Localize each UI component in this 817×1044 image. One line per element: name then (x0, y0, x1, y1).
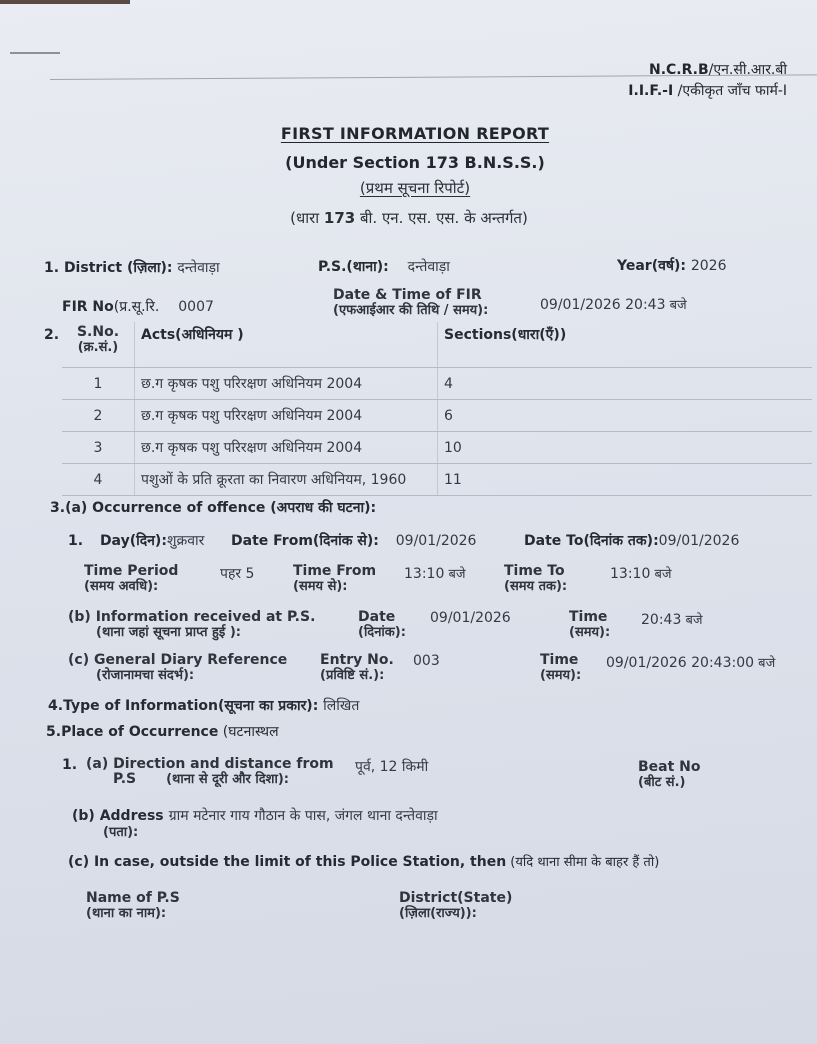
sections-label-hindi: (धारा(एँ)) (511, 327, 567, 343)
time-to-value (610, 564, 672, 582)
time-from-label (293, 564, 376, 594)
ps-name-label (86, 891, 180, 921)
outside-limit-label: (c) In case, outside the limit of this Police Station, then (68, 854, 507, 870)
info-received-label-en: (b) Information received at P.S. (68, 609, 316, 625)
row-sno: 4 (62, 464, 135, 496)
time-unit: बजे (650, 567, 672, 582)
time-to-label-hindi: (समय तक): (504, 579, 568, 594)
entry-no-value: 003 (413, 653, 440, 669)
time-period-value: पहर 5 (220, 566, 255, 582)
fir-datetime: 09/01/2026 20:43 (540, 297, 666, 313)
occurrence-heading (50, 498, 376, 517)
time-from: 13:10 (404, 566, 445, 582)
document-title-hindi: (प्रथम सूचना रिपोर्ट) (359, 179, 471, 197)
iif-header (628, 81, 787, 100)
section-prefix: (धारा (290, 209, 324, 227)
section-2-number: 2. (44, 327, 60, 343)
section-suffix: बी. एन. एस. एस. के अन्तर्गत) (355, 209, 528, 227)
sno-label: S.No. (76, 324, 120, 340)
address-label: (b) Address (72, 808, 164, 824)
date-from-field (231, 531, 476, 550)
occurrence-label-hindi: (अपराध की घटना): (265, 500, 377, 516)
time-unit: बजे (754, 656, 776, 671)
gd-reference-label-en: (c) General Diary Reference (68, 652, 288, 668)
direction-label-hindi: (थाना से दूरी और दिशा): (166, 772, 290, 787)
row-act: छ.ग कृषक पशु परिरक्षण अधिनियम 2004 (135, 368, 438, 400)
beat-no-label-en: Beat No (638, 759, 701, 775)
district-state-label-en: District(State) (399, 890, 513, 906)
time-from-label-hindi: (समय से): (293, 579, 348, 594)
type-value: लिखित (323, 698, 360, 714)
date-from-value: 09/01/2026 (395, 533, 477, 549)
info-time-value (641, 610, 703, 628)
direction-label-line2 (86, 772, 334, 787)
info-time-label-hindi: (समय): (569, 625, 611, 640)
time-to: 13:10 (610, 566, 651, 582)
ps-value: दन्तेवाड़ा (407, 259, 450, 275)
header-sno (62, 322, 135, 368)
row-act: पशुओं के प्रति क्रूरता का निवारण अधिनियम, 1960 (135, 464, 438, 496)
ncrb-hindi: /एन.सी.आर.बी (708, 62, 787, 78)
section-number: 173 (323, 209, 356, 227)
section-number: 3. (50, 500, 66, 516)
place-label: Place of Occurrence (61, 724, 219, 740)
fir-no-value: 0007 (178, 299, 214, 315)
occurrence-label: (a) Occurrence of offence (65, 500, 266, 516)
outside-limit-heading (68, 852, 659, 870)
ps-field (318, 257, 450, 276)
gd-time-value (606, 653, 775, 671)
place-label-hindi: (घटनास्थल (218, 724, 279, 740)
fir-datetime-label-en: Date & Time of FIR (333, 287, 482, 303)
ncrb-header (649, 60, 787, 79)
time-unit: बजे (665, 298, 687, 313)
time-to-label (504, 564, 567, 594)
beat-no-label-hindi: (बीट सं.) (638, 775, 686, 790)
ps-label: P.S. (318, 259, 347, 275)
row-act: छ.ग कृषक पशु परिरक्षण अधिनियम 2004 (135, 400, 438, 432)
gd-reference-label (68, 653, 287, 683)
row-section: 4 (438, 368, 813, 400)
district-value: दन्तेवाड़ा (177, 260, 220, 276)
gd-time-label (540, 653, 581, 683)
day-value: शुक्रवार (166, 533, 205, 549)
section-number: 4. (48, 698, 64, 714)
row-section: 6 (438, 400, 813, 432)
acts-label-hindi: (अधिनियम ) (175, 327, 244, 343)
document-section-hindi (0, 208, 817, 228)
row-section: 10 (438, 432, 813, 464)
table-row (62, 400, 812, 432)
day-field (68, 531, 204, 550)
time-period-label (84, 564, 178, 594)
gd-time-label-en: Time (540, 652, 579, 668)
fir-datetime-value (540, 295, 687, 313)
info-date-label-en: Date (358, 609, 396, 625)
type-label-hindi: (सूचना का प्रकार): (217, 698, 319, 714)
info-date-value: 09/01/2026 (430, 610, 511, 626)
outside-limit-label-hindi: (यदि थाना सीमा के बाहर हैं तो) (506, 855, 660, 870)
beat-no-label (638, 760, 701, 790)
item-number: 1. (68, 533, 84, 549)
table-row (62, 464, 812, 496)
district-label: District (63, 260, 123, 276)
direction-label-en: (a) Direction and distance from (86, 756, 334, 772)
section-number: 1. (44, 260, 60, 276)
entry-no-label (320, 653, 394, 683)
document-title: FIRST INFORMATION REPORT (280, 124, 550, 143)
pen-mark (10, 52, 60, 54)
sno-label-hindi: (क्र.सं.) (77, 340, 119, 355)
info-date-label (358, 610, 406, 640)
acts-table-header (62, 322, 812, 368)
row-act: छ.ग कृषक पशु परिरक्षण अधिनियम 2004 (135, 432, 438, 464)
date-from-label: Date From (231, 533, 313, 549)
date-to-label-hindi: (दिनांक तक): (583, 533, 659, 549)
time-unit: बजे (681, 613, 703, 628)
district-label-hindi: (ज़िला): (122, 260, 173, 276)
ps-name-label-en: Name of P.S (86, 890, 180, 906)
info-date-label-hindi: (दिनांक): (358, 625, 406, 640)
info-time: 20:43 (641, 612, 682, 628)
sections-label: Sections (444, 327, 512, 343)
time-unit: बजे (444, 567, 466, 582)
date-to-field (524, 531, 739, 550)
type-label: Type of Information (63, 698, 218, 714)
row-section: 11 (438, 464, 813, 496)
entry-no-label-hindi: (प्रविष्टि सं.): (320, 668, 385, 683)
info-time-label (569, 610, 610, 640)
header-acts (135, 322, 438, 368)
table-row (62, 432, 812, 464)
fir-no-label-hindi: (प्र.सू.रि. (113, 299, 160, 315)
date-to-value: 09/01/2026 (658, 533, 740, 549)
district-state-label-hindi: (ज़िला(राज्य)): (399, 906, 477, 921)
entry-no-label-en: Entry No. (320, 652, 394, 668)
info-received-label (68, 610, 315, 640)
fir-datetime-label-hindi: (एफआईआर की तिथि / समय): (333, 303, 489, 318)
address-value: ग्राम मटेनार गाय गौठान के पास, जंगल थाना दन्तेवाड़ा (168, 808, 438, 824)
iif-label: I.I.F.-I (628, 83, 674, 99)
day-label-hindi: (दिन): (129, 533, 167, 549)
time-from-value (404, 564, 466, 582)
time-period-label-en: Time Period (84, 563, 179, 579)
ps-label-hindi: (थाना): (346, 259, 389, 275)
year-value: 2026 (690, 258, 727, 274)
photo-edge (0, 0, 130, 4)
address-field (72, 805, 438, 840)
ncrb-label: N.C.R.B (649, 62, 709, 78)
acts-label: Acts (141, 327, 176, 343)
gd-time-label-hindi: (समय): (540, 668, 582, 683)
table-row (62, 368, 812, 400)
iif-hindi: /एकीकृत जाँच फार्म-I (673, 83, 787, 99)
time-from-label-en: Time From (293, 563, 377, 579)
info-time-label-en: Time (569, 609, 608, 625)
ps-name-label-hindi: (थाना का नाम): (86, 906, 167, 921)
year-field (617, 256, 727, 275)
time-to-label-en: Time To (504, 563, 565, 579)
direction-ps: P.S (113, 771, 137, 787)
district-state-label (399, 891, 512, 921)
gd-time: 09/01/2026 20:43:00 (606, 655, 755, 671)
place-of-occurrence (46, 722, 279, 741)
row-sno: 2 (62, 400, 135, 432)
day-label: Day (99, 533, 130, 549)
row-sno: 1 (62, 368, 135, 400)
year-label: Year (617, 258, 652, 274)
date-to-label: Date To (524, 533, 584, 549)
fir-datetime-label (333, 288, 488, 318)
row-sno: 3 (62, 432, 135, 464)
acts-table (62, 322, 812, 496)
year-label-hindi: (वर्ष): (651, 258, 686, 274)
type-of-information (48, 696, 359, 715)
time-period-label-hindi: (समय अवधि): (84, 579, 159, 594)
gd-reference-label-hindi: (रोजानामचा संदर्भ): (96, 668, 195, 683)
info-received-label-hindi: (थाना जहां सूचना प्राप्त हुई ): (96, 625, 241, 640)
date-from-label-hindi: (दिनांक से): (312, 533, 379, 549)
district-field (44, 258, 220, 277)
address-label-hindi: (पता): (103, 825, 139, 840)
direction-value: पूर्व, 12 किमी (355, 759, 429, 775)
section-number: 5. (46, 724, 62, 740)
fir-no-label: FIR No (62, 299, 114, 315)
direction-label (86, 757, 334, 787)
header-sections (438, 322, 813, 368)
fir-no-field (62, 297, 214, 316)
document-subtitle: (Under Section 173 B.N.S.S.) (285, 153, 545, 172)
direction-item-number: 1. (62, 757, 78, 773)
